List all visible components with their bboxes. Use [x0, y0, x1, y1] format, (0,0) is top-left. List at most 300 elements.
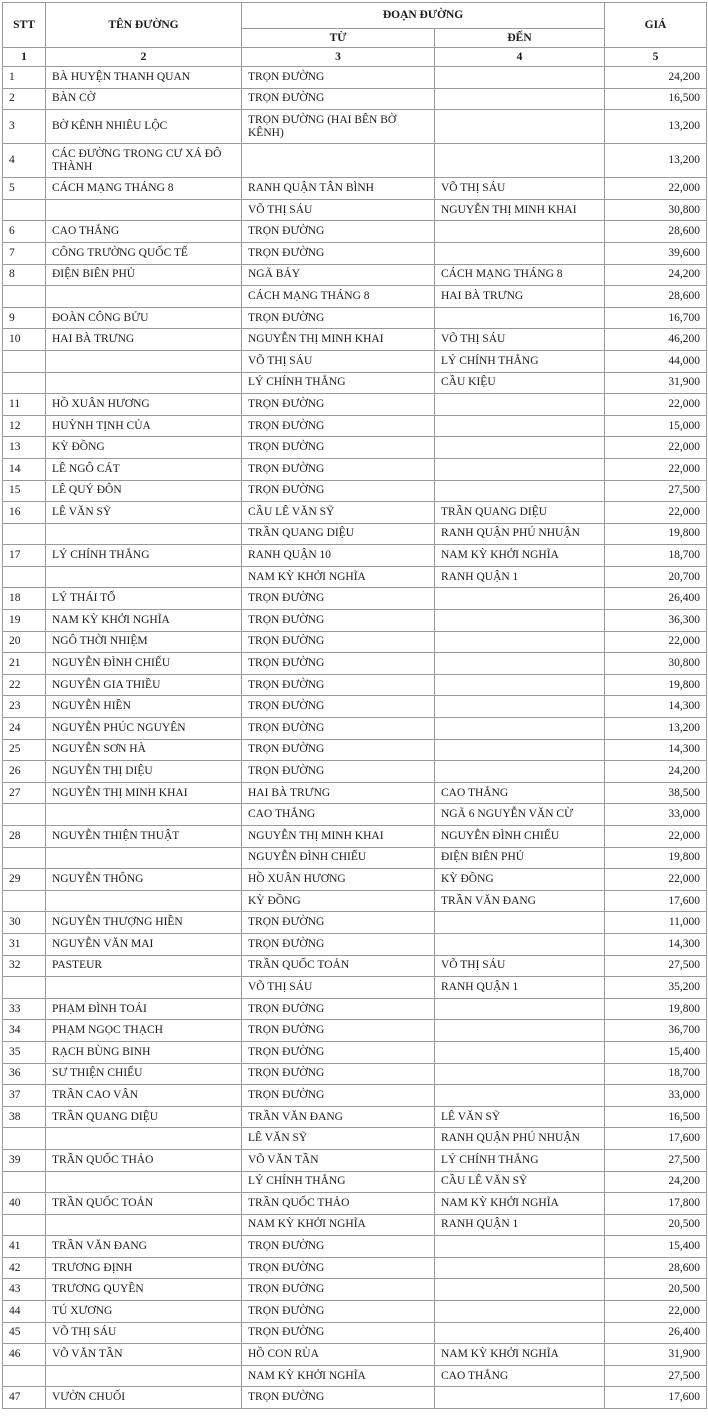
- cell-to: [435, 653, 605, 675]
- cell-stt: [3, 523, 46, 545]
- cell-to: LÊ VĂN SỸ: [435, 1106, 605, 1128]
- cell-street-name: NGUYỄN SƠN HÀ: [46, 739, 242, 761]
- cell-stt: [3, 286, 46, 308]
- column-number: 2: [46, 48, 242, 67]
- cell-stt: 14: [3, 458, 46, 480]
- cell-from: NAM KỲ KHỞI NGHĨA: [242, 566, 435, 588]
- cell-from: TRỌN ĐƯỜNG: [242, 1387, 435, 1409]
- cell-price: 22,000: [605, 394, 707, 416]
- cell-street-name: NGUYỄN PHÚC NGUYÊN: [46, 718, 242, 740]
- cell-price: 17,800: [605, 1193, 707, 1215]
- land-price-table: [2, 2, 707, 1409]
- cell-street-name: LÊ VĂN SỸ: [46, 502, 242, 524]
- cell-from: TRẦN QUỐC THẢO: [242, 1193, 435, 1215]
- cell-to: [435, 1063, 605, 1085]
- cell-stt: 16: [3, 502, 46, 524]
- table-row: [3, 88, 707, 110]
- cell-stt: 27: [3, 782, 46, 804]
- cell-price: 33,000: [605, 804, 707, 826]
- cell-to: [435, 88, 605, 110]
- table-row: [3, 372, 707, 394]
- table-row: [3, 415, 707, 437]
- cell-from: LÊ VĂN SỸ: [242, 1128, 435, 1150]
- cell-to: [435, 998, 605, 1020]
- cell-price: 24,200: [605, 761, 707, 783]
- cell-street-name: NGUYỄN THƯỢNG HIỀN: [46, 912, 242, 934]
- cell-stt: 39: [3, 1149, 46, 1171]
- cell-price: 24,200: [605, 67, 707, 89]
- cell-street-name: TRƯƠNG QUYỀN: [46, 1279, 242, 1301]
- cell-stt: [3, 1365, 46, 1387]
- cell-stt: 36: [3, 1063, 46, 1085]
- cell-from: NGÃ BẢY: [242, 264, 435, 286]
- cell-price: 18,700: [605, 1063, 707, 1085]
- cell-street-name: [46, 199, 242, 221]
- cell-price: 22,000: [605, 826, 707, 848]
- table-row: [3, 1236, 707, 1258]
- table-row: [3, 782, 707, 804]
- cell-stt: [3, 1171, 46, 1193]
- cell-from: LÝ CHÍNH THẮNG: [242, 372, 435, 394]
- table-row: [3, 653, 707, 675]
- cell-street-name: [46, 1214, 242, 1236]
- cell-to: CẦU LÊ VĂN SỸ: [435, 1171, 605, 1193]
- cell-from: TRỌN ĐƯỜNG: [242, 242, 435, 264]
- cell-stt: 32: [3, 955, 46, 977]
- table-row: [3, 242, 707, 264]
- cell-to: LÝ CHÍNH THẮNG: [435, 1149, 605, 1171]
- cell-price: 30,800: [605, 653, 707, 675]
- cell-street-name: TRẦN QUỐC TOẢN: [46, 1193, 242, 1215]
- cell-from: VÕ THỊ SÁU: [242, 350, 435, 372]
- cell-street-name: LÝ THÁI TỔ: [46, 588, 242, 610]
- cell-to: [435, 610, 605, 632]
- cell-to: [435, 1387, 605, 1409]
- table-row: [3, 1322, 707, 1344]
- cell-street-name: CÁCH MẠNG THÁNG 8: [46, 178, 242, 200]
- cell-to: [435, 761, 605, 783]
- cell-from: TRỌN ĐƯỜNG: [242, 1257, 435, 1279]
- cell-price: 24,200: [605, 264, 707, 286]
- cell-from: TRỌN ĐƯỜNG: [242, 1063, 435, 1085]
- cell-from: NGUYỄN THỊ MINH KHAI: [242, 826, 435, 848]
- cell-price: 30,800: [605, 199, 707, 221]
- cell-street-name: CÔNG TRƯỜNG QUỐC TẾ: [46, 242, 242, 264]
- cell-from: TRỌN ĐƯỜNG: [242, 1041, 435, 1063]
- table-row: [3, 912, 707, 934]
- header-to: ĐẾN: [435, 29, 605, 48]
- cell-stt: 4: [3, 144, 46, 178]
- cell-street-name: VƯỜN CHUỐI: [46, 1387, 242, 1409]
- cell-street-name: NAM KỲ KHỞI NGHĨA: [46, 610, 242, 632]
- cell-stt: [3, 199, 46, 221]
- cell-street-name: TRẦN VĂN ĐANG: [46, 1236, 242, 1258]
- cell-stt: 41: [3, 1236, 46, 1258]
- table-row: [3, 1301, 707, 1323]
- cell-stt: [3, 372, 46, 394]
- table-row: [3, 761, 707, 783]
- cell-price: 14,300: [605, 933, 707, 955]
- cell-from: TRỌN ĐƯỜNG: [242, 1085, 435, 1107]
- table-row: [3, 1279, 707, 1301]
- cell-price: 14,300: [605, 696, 707, 718]
- cell-street-name: TRẦN CAO VÂN: [46, 1085, 242, 1107]
- cell-from: TRỌN ĐƯỜNG: [242, 480, 435, 502]
- cell-price: 20,500: [605, 1279, 707, 1301]
- cell-price: 46,200: [605, 329, 707, 351]
- cell-stt: [3, 847, 46, 869]
- cell-to: KỲ ĐỒNG: [435, 869, 605, 891]
- cell-from: HỒ CON RÙA: [242, 1344, 435, 1366]
- table-body: [3, 67, 707, 1409]
- cell-to: [435, 480, 605, 502]
- table-row: [3, 847, 707, 869]
- cell-from: [242, 144, 435, 178]
- cell-from: TRỌN ĐƯỜNG: [242, 610, 435, 632]
- cell-from: NAM KỲ KHỞI NGHĨA: [242, 1214, 435, 1236]
- cell-stt: 24: [3, 718, 46, 740]
- cell-price: 16,700: [605, 307, 707, 329]
- cell-stt: 37: [3, 1085, 46, 1107]
- cell-to: [435, 933, 605, 955]
- table-row: [3, 674, 707, 696]
- cell-price: 15,400: [605, 1041, 707, 1063]
- cell-to: [435, 437, 605, 459]
- cell-price: 20,500: [605, 1214, 707, 1236]
- cell-from: TRỌN ĐƯỜNG: [242, 674, 435, 696]
- cell-stt: [3, 890, 46, 912]
- cell-price: 19,800: [605, 847, 707, 869]
- cell-street-name: [46, 890, 242, 912]
- cell-stt: [3, 1128, 46, 1150]
- cell-to: RANH QUẬN 1: [435, 977, 605, 999]
- table-row: [3, 1149, 707, 1171]
- cell-to: [435, 110, 605, 144]
- table-row: [3, 1344, 707, 1366]
- cell-to: NAM KỲ KHỞI NGHĨA: [435, 545, 605, 567]
- cell-stt: 25: [3, 739, 46, 761]
- cell-stt: 35: [3, 1041, 46, 1063]
- cell-stt: 18: [3, 588, 46, 610]
- cell-price: 14,300: [605, 739, 707, 761]
- cell-street-name: NGUYỄN THÔNG: [46, 869, 242, 891]
- table-row: [3, 566, 707, 588]
- cell-price: 27,500: [605, 480, 707, 502]
- table-row: [3, 437, 707, 459]
- cell-price: 26,400: [605, 1322, 707, 1344]
- cell-to: CẦU KIỆU: [435, 372, 605, 394]
- table-row: [3, 1387, 707, 1409]
- table-row: [3, 890, 707, 912]
- cell-from: VÕ THỊ SÁU: [242, 199, 435, 221]
- cell-to: CÁCH MẠNG THÁNG 8: [435, 264, 605, 286]
- cell-from: TRỌN ĐƯỜNG: [242, 631, 435, 653]
- table-row: [3, 1020, 707, 1042]
- cell-stt: 13: [3, 437, 46, 459]
- cell-stt: 8: [3, 264, 46, 286]
- cell-price: 13,200: [605, 144, 707, 178]
- cell-to: [435, 674, 605, 696]
- cell-price: 17,600: [605, 890, 707, 912]
- cell-street-name: TÚ XƯƠNG: [46, 1301, 242, 1323]
- cell-street-name: [46, 1365, 242, 1387]
- cell-to: [435, 588, 605, 610]
- cell-street-name: BÀN CỜ: [46, 88, 242, 110]
- cell-from: VÕ VĂN TẦN: [242, 1149, 435, 1171]
- cell-to: RANH QUẬN PHÚ NHUẬN: [435, 523, 605, 545]
- cell-street-name: TRẦN QUỐC THẢO: [46, 1149, 242, 1171]
- cell-from: TRỌN ĐƯỜNG: [242, 88, 435, 110]
- table-row: [3, 696, 707, 718]
- cell-price: 16,500: [605, 88, 707, 110]
- table-row: [3, 631, 707, 653]
- cell-from: TRỌN ĐƯỜNG: [242, 437, 435, 459]
- header-price: GIÁ: [605, 3, 707, 48]
- cell-from: TRỌN ĐƯỜNG: [242, 998, 435, 1020]
- cell-price: 28,600: [605, 286, 707, 308]
- cell-to: ĐIỆN BIÊN PHỦ: [435, 847, 605, 869]
- cell-stt: 40: [3, 1193, 46, 1215]
- cell-street-name: [46, 372, 242, 394]
- header-from: TỪ: [242, 29, 435, 48]
- cell-price: 31,900: [605, 1344, 707, 1366]
- table-row: [3, 804, 707, 826]
- cell-stt: 5: [3, 178, 46, 200]
- cell-stt: 29: [3, 869, 46, 891]
- cell-to: [435, 415, 605, 437]
- column-number: 1: [3, 48, 46, 67]
- cell-stt: 22: [3, 674, 46, 696]
- table-row: [3, 1214, 707, 1236]
- cell-from: TRỌN ĐƯỜNG: [242, 1236, 435, 1258]
- cell-to: [435, 1322, 605, 1344]
- cell-stt: 2: [3, 88, 46, 110]
- table-row: [3, 144, 707, 178]
- cell-stt: 9: [3, 307, 46, 329]
- cell-price: 16,500: [605, 1106, 707, 1128]
- table-row: [3, 1257, 707, 1279]
- cell-stt: 31: [3, 933, 46, 955]
- cell-stt: [3, 804, 46, 826]
- cell-street-name: NGUYỄN ĐÌNH CHIỂU: [46, 653, 242, 675]
- table-row: [3, 998, 707, 1020]
- cell-street-name: ĐOÀN CÔNG BỬU: [46, 307, 242, 329]
- cell-to: [435, 307, 605, 329]
- cell-stt: 12: [3, 415, 46, 437]
- table-row: [3, 977, 707, 999]
- cell-to: TRẦN VĂN ĐANG: [435, 890, 605, 912]
- cell-price: 24,200: [605, 1171, 707, 1193]
- cell-stt: 45: [3, 1322, 46, 1344]
- cell-from: TRỌN ĐƯỜNG: [242, 1020, 435, 1042]
- cell-from: RANH QUẬN 10: [242, 545, 435, 567]
- cell-street-name: NGUYỄN THỊ DIỆU: [46, 761, 242, 783]
- cell-price: 17,600: [605, 1387, 707, 1409]
- cell-price: 22,000: [605, 458, 707, 480]
- cell-street-name: HUỲNH TỊNH CỦA: [46, 415, 242, 437]
- cell-to: [435, 718, 605, 740]
- cell-to: VÕ THỊ SÁU: [435, 178, 605, 200]
- cell-from: TRỌN ĐƯỜNG: [242, 458, 435, 480]
- cell-from: TRẦN VĂN ĐANG: [242, 1106, 435, 1128]
- cell-stt: 30: [3, 912, 46, 934]
- cell-from: CÁCH MẠNG THÁNG 8: [242, 286, 435, 308]
- cell-stt: 28: [3, 826, 46, 848]
- cell-to: [435, 221, 605, 243]
- cell-to: [435, 1085, 605, 1107]
- cell-price: 20,700: [605, 566, 707, 588]
- cell-price: 36,700: [605, 1020, 707, 1042]
- header-segment: ĐOẠN ĐƯỜNG: [242, 3, 605, 29]
- cell-from: NAM KỲ KHỞI NGHĨA: [242, 1365, 435, 1387]
- cell-from: NGUYỄN ĐÌNH CHIỂU: [242, 847, 435, 869]
- cell-from: TRỌN ĐƯỜNG: [242, 718, 435, 740]
- cell-from: HAI BÀ TRƯNG: [242, 782, 435, 804]
- cell-from: TRỌN ĐƯỜNG: [242, 653, 435, 675]
- cell-to: [435, 458, 605, 480]
- cell-price: 19,800: [605, 674, 707, 696]
- cell-from: RANH QUẬN TÂN BÌNH: [242, 178, 435, 200]
- cell-price: 19,800: [605, 523, 707, 545]
- table-row: [3, 1171, 707, 1193]
- table-row: [3, 480, 707, 502]
- cell-from: TRỌN ĐƯỜNG: [242, 394, 435, 416]
- cell-to: VÕ THỊ SÁU: [435, 955, 605, 977]
- cell-to: [435, 1257, 605, 1279]
- cell-price: 22,000: [605, 631, 707, 653]
- cell-stt: 20: [3, 631, 46, 653]
- cell-stt: [3, 977, 46, 999]
- cell-street-name: NGUYỄN GIA THIỀU: [46, 674, 242, 696]
- cell-street-name: LÝ CHÍNH THẮNG: [46, 545, 242, 567]
- cell-price: 22,000: [605, 502, 707, 524]
- cell-street-name: HỒ XUÂN HƯƠNG: [46, 394, 242, 416]
- cell-to: [435, 1236, 605, 1258]
- cell-from: KỲ ĐỒNG: [242, 890, 435, 912]
- cell-stt: 47: [3, 1387, 46, 1409]
- cell-stt: [3, 1214, 46, 1236]
- cell-to: [435, 696, 605, 718]
- cell-price: 27,500: [605, 1365, 707, 1387]
- cell-stt: 42: [3, 1257, 46, 1279]
- table-row: [3, 955, 707, 977]
- cell-price: 22,000: [605, 437, 707, 459]
- cell-street-name: SƯ THIỆN CHIẾU: [46, 1063, 242, 1085]
- cell-street-name: LÊ NGÔ CÁT: [46, 458, 242, 480]
- cell-street-name: KỲ ĐỒNG: [46, 437, 242, 459]
- cell-stt: 34: [3, 1020, 46, 1042]
- cell-from: NGUYỄN THỊ MINH KHAI: [242, 329, 435, 351]
- cell-stt: 44: [3, 1301, 46, 1323]
- cell-price: 18,700: [605, 545, 707, 567]
- cell-stt: 7: [3, 242, 46, 264]
- cell-to: [435, 739, 605, 761]
- cell-price: 33,000: [605, 1085, 707, 1107]
- cell-to: CAO THẮNG: [435, 782, 605, 804]
- cell-from: VÕ THỊ SÁU: [242, 977, 435, 999]
- cell-from: TRỌN ĐƯỜNG: [242, 912, 435, 934]
- cell-stt: 43: [3, 1279, 46, 1301]
- cell-street-name: [46, 523, 242, 545]
- cell-to: TRẦN QUANG DIỆU: [435, 502, 605, 524]
- cell-stt: 19: [3, 610, 46, 632]
- column-number: 3: [242, 48, 435, 67]
- table-row: [3, 739, 707, 761]
- cell-street-name: VÕ VĂN TẦN: [46, 1344, 242, 1366]
- cell-to: [435, 242, 605, 264]
- cell-to: CAO THẮNG: [435, 1365, 605, 1387]
- cell-street-name: TRẦN QUANG DIỆU: [46, 1106, 242, 1128]
- cell-price: 44,000: [605, 350, 707, 372]
- table-row: [3, 1085, 707, 1107]
- table-row: [3, 1128, 707, 1150]
- table-row: [3, 523, 707, 545]
- cell-to: NGUYỄN THỊ MINH KHAI: [435, 199, 605, 221]
- cell-to: NGUYỄN ĐÌNH CHIỂU: [435, 826, 605, 848]
- table-row: [3, 199, 707, 221]
- cell-street-name: NGUYỄN VĂN MAI: [46, 933, 242, 955]
- cell-price: 13,200: [605, 110, 707, 144]
- cell-street-name: HAI BÀ TRƯNG: [46, 329, 242, 351]
- cell-from: TRỌN ĐƯỜNG: [242, 588, 435, 610]
- cell-street-name: PASTEUR: [46, 955, 242, 977]
- table-row: [3, 458, 707, 480]
- table-row: [3, 718, 707, 740]
- cell-to: [435, 394, 605, 416]
- cell-street-name: PHẠM ĐÌNH TOÁI: [46, 998, 242, 1020]
- cell-stt: 21: [3, 653, 46, 675]
- cell-from: LÝ CHÍNH THẮNG: [242, 1171, 435, 1193]
- cell-to: [435, 1279, 605, 1301]
- cell-from: TRỌN ĐƯỜNG: [242, 739, 435, 761]
- table-row: [3, 869, 707, 891]
- cell-to: VÕ THỊ SÁU: [435, 329, 605, 351]
- cell-street-name: TRƯƠNG ĐỊNH: [46, 1257, 242, 1279]
- cell-street-name: [46, 566, 242, 588]
- cell-price: 15,400: [605, 1236, 707, 1258]
- cell-from: TRẦN QUỐC TOẢN: [242, 955, 435, 977]
- cell-stt: [3, 350, 46, 372]
- cell-price: 38,500: [605, 782, 707, 804]
- table-row: [3, 329, 707, 351]
- cell-to: HAI BÀ TRƯNG: [435, 286, 605, 308]
- cell-to: [435, 912, 605, 934]
- cell-from: TRỌN ĐƯỜNG: [242, 933, 435, 955]
- cell-to: [435, 631, 605, 653]
- cell-stt: 1: [3, 67, 46, 89]
- cell-street-name: NGUYỄN HIỀN: [46, 696, 242, 718]
- cell-stt: 23: [3, 696, 46, 718]
- table-row: [3, 264, 707, 286]
- cell-price: 15,000: [605, 415, 707, 437]
- cell-from: CAO THẮNG: [242, 804, 435, 826]
- cell-street-name: [46, 350, 242, 372]
- header-stt: STT: [3, 3, 46, 48]
- cell-street-name: ĐIỆN BIÊN PHỦ: [46, 264, 242, 286]
- table-row: [3, 1063, 707, 1085]
- cell-price: 27,500: [605, 955, 707, 977]
- cell-street-name: PHẠM NGỌC THẠCH: [46, 1020, 242, 1042]
- cell-stt: 3: [3, 110, 46, 144]
- cell-street-name: BÀ HUYỆN THANH QUAN: [46, 67, 242, 89]
- cell-price: 35,200: [605, 977, 707, 999]
- table-row: [3, 1365, 707, 1387]
- cell-price: 19,800: [605, 998, 707, 1020]
- cell-street-name: [46, 1171, 242, 1193]
- header-street-name: TÊN ĐƯỜNG: [46, 3, 242, 48]
- cell-from: TRỌN ĐƯỜNG: [242, 67, 435, 89]
- cell-price: 11,000: [605, 912, 707, 934]
